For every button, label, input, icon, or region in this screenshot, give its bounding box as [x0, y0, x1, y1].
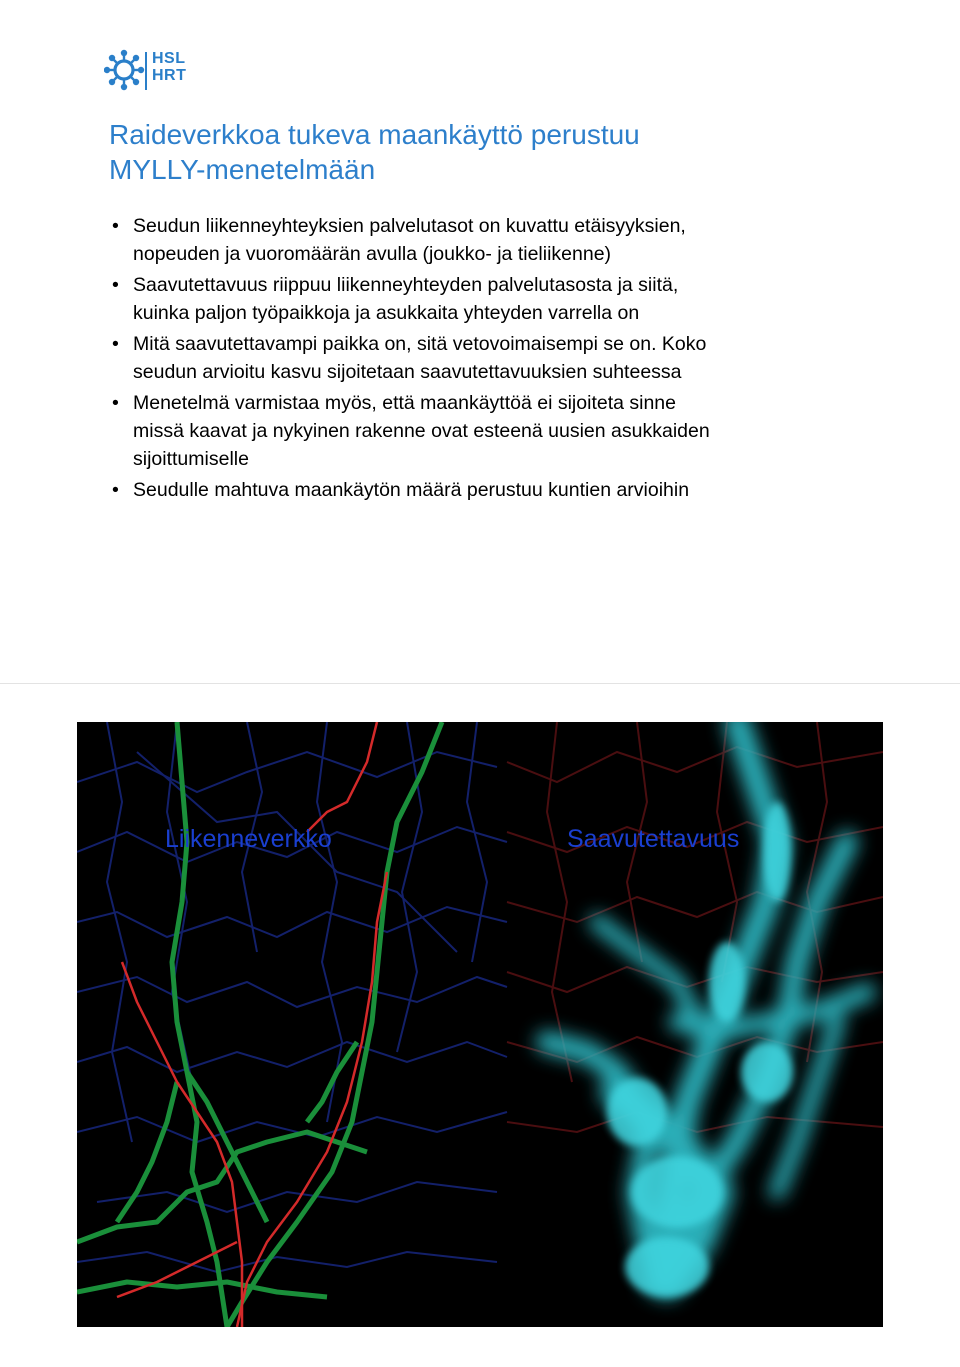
bullet-item [112, 271, 902, 327]
slide-2 [0, 686, 960, 1367]
bullet-item [112, 212, 902, 268]
bullet-dot-icon: • [112, 333, 119, 355]
bullet-dot-icon: • [112, 392, 119, 414]
bullet-line: Menetelmä varmistaa myös, että maankäyttöä ei sijoiteta sinne [133, 392, 677, 414]
map-figure [77, 722, 883, 1327]
bullet-item [112, 476, 902, 504]
bullet-line: Seudulle mahtuva maankäytön määrä perustuu kuntien arvioihin [133, 479, 690, 501]
bullet-line: sijoittumiselle [133, 448, 249, 470]
logo-text [152, 50, 186, 84]
map-image [77, 722, 883, 1327]
map-label-left: Liikenneverkko [165, 825, 332, 853]
bullet-line: seudun arvioitu kasvu sijoitetaan saavutettavuuksien suhteessa [133, 361, 682, 383]
logo-line-1: HSL [152, 50, 186, 67]
logo-divider [144, 52, 150, 90]
hsl-logo [104, 48, 214, 94]
bullet-line: nopeuden ja vuoromäärän avulla (joukko- ja tieliikenne) [133, 243, 612, 265]
logo-line-2: HRT [152, 67, 187, 84]
hsl-sun-icon [104, 48, 148, 92]
map-label-right: Saavutettavuus [567, 825, 740, 853]
title-line-2: MYLLY-menetelmään [109, 154, 376, 185]
bullet-line: Saavutettavuus riippuu liikenneyhteyden palvelutasosta ja siitä, [133, 274, 679, 296]
bullet-line: Mitä saavutettavampi paikka on, sitä vetovoimaisempi se on. Koko [133, 333, 707, 355]
bullet-list [112, 212, 902, 507]
bullet-dot-icon: • [112, 479, 119, 501]
bullet-dot-icon: • [112, 215, 119, 237]
bullet-dot-icon: • [112, 274, 119, 296]
bullet-line: Seudun liikenneyhteyksien palvelutasot on kuvattu etäisyyksien, [133, 215, 686, 237]
bullet-line: missä kaavat ja nykyinen rakenne ovat esteenä uusien asukkaiden [133, 420, 710, 442]
title-line-1: Raideverkkoa tukeva maankäyttö perustuu [109, 119, 640, 150]
bullet-item [112, 330, 902, 386]
bullet-item [112, 389, 902, 473]
slide-title [109, 117, 889, 187]
bullet-line: kuinka paljon työpaikkoja ja asukkaita yhteyden varrella on [133, 302, 640, 324]
